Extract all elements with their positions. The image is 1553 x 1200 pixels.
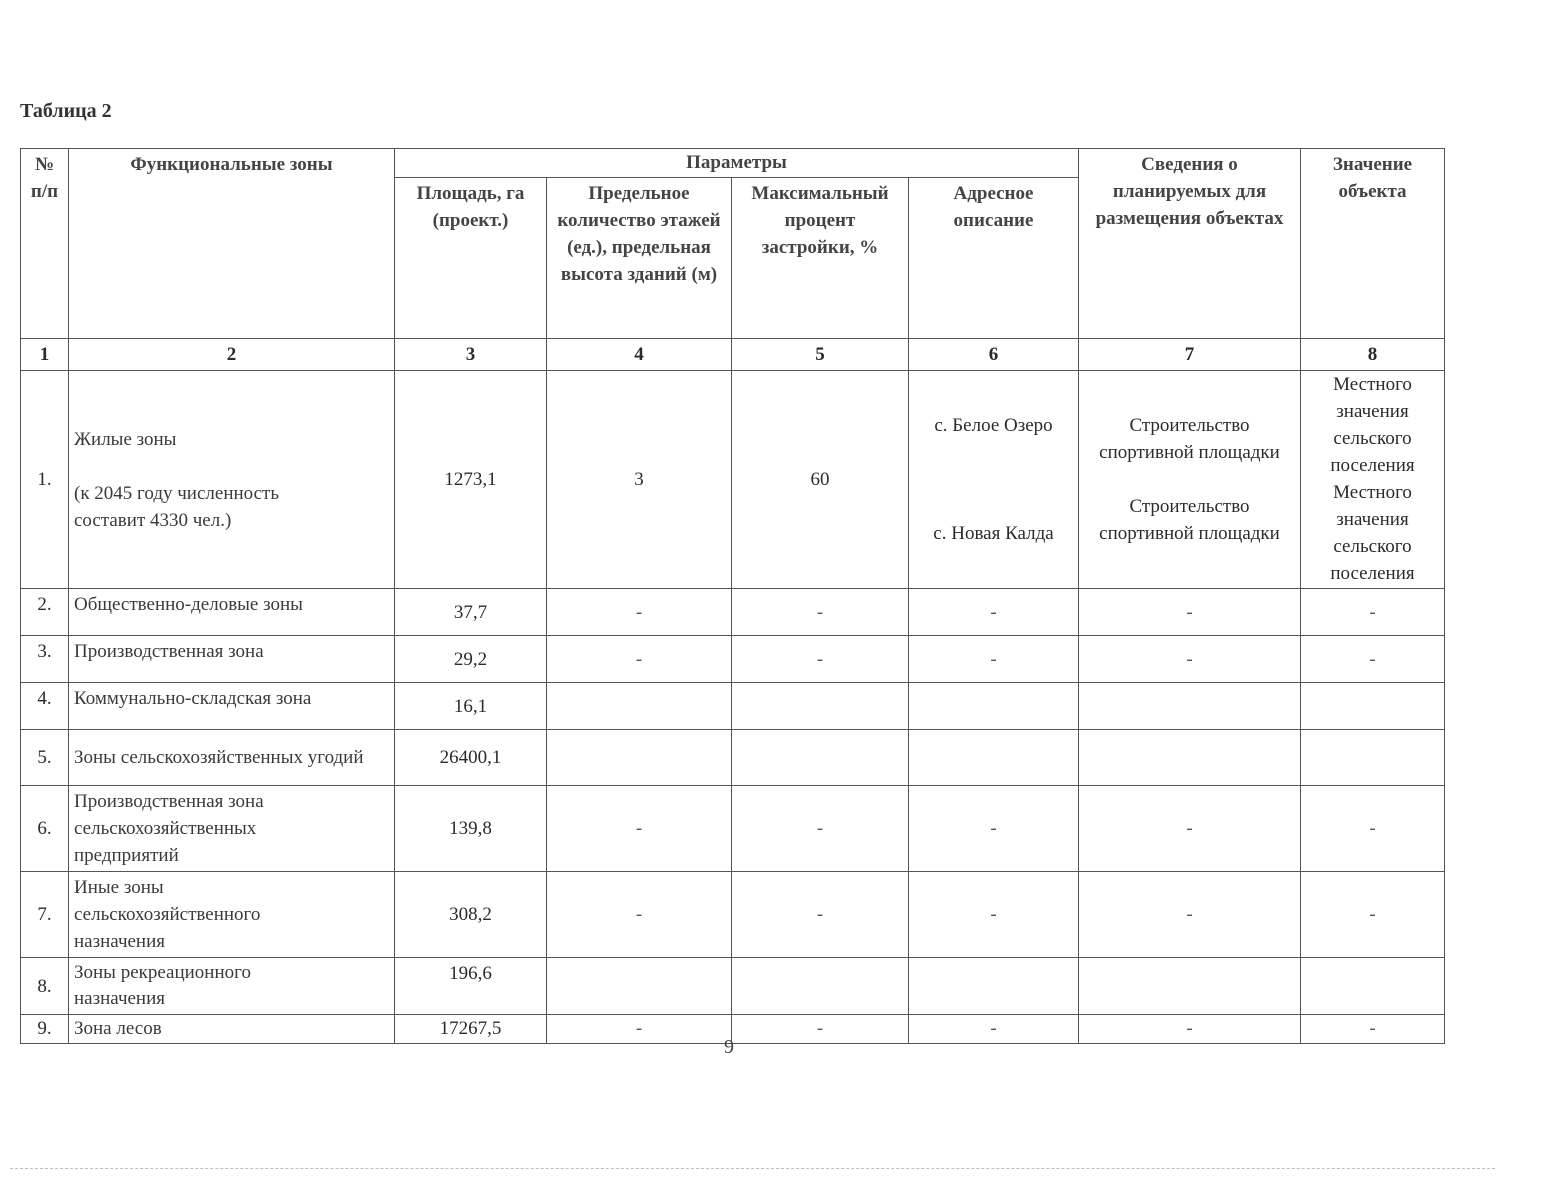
zone-note: (к 2045 году численность составит 4330 чел.) — [74, 482, 280, 531]
header-address: Адресное описание — [909, 178, 1079, 339]
header-zones: Функциональные зоны — [69, 149, 395, 339]
table-row — [21, 958, 1445, 1015]
empty-dash: - — [909, 636, 1079, 683]
empty-dash: - — [732, 636, 909, 683]
empty-dash: - — [909, 872, 1079, 958]
empty-dash: - — [547, 872, 732, 958]
significance-value: Местного значения сельского поселения — [1330, 482, 1415, 584]
empty-cell — [1079, 683, 1301, 730]
empty-dash: - — [547, 589, 732, 636]
header-params: Параметры — [395, 149, 1079, 178]
empty-dash: - — [1079, 786, 1301, 872]
empty-dash: - — [1079, 872, 1301, 958]
planned-object: Строительство спортивной площадки — [1099, 415, 1280, 463]
page-number: 9 — [724, 1036, 734, 1058]
header-percent: Максимальный процент застройки, % — [732, 178, 909, 339]
zone-name: Зоны рекреационного назначения — [69, 958, 395, 1015]
col-number: 2 — [69, 339, 395, 371]
empty-cell — [909, 683, 1079, 730]
significance-value: Местного значения сельского поселения — [1330, 374, 1415, 476]
planned-object: Строительство спортивной площадки — [1099, 496, 1280, 544]
empty-cell — [909, 730, 1079, 786]
header-row-1 — [21, 149, 1445, 178]
area-value: 26400,1 — [395, 730, 547, 786]
table-row — [21, 636, 1445, 683]
column-number-row — [21, 339, 1445, 371]
empty-cell — [1301, 730, 1445, 786]
address-village: с. Новая Калда — [933, 523, 1054, 544]
row-num: 2. — [21, 589, 69, 636]
empty-dash: - — [732, 1015, 909, 1044]
functional-zones-table — [20, 148, 1445, 1044]
col-number: 4 — [547, 339, 732, 371]
zone-name — [69, 371, 395, 589]
table-row — [21, 589, 1445, 636]
area-value: 1273,1 — [395, 371, 547, 589]
zone-name: Общественно-деловые зоны — [69, 589, 395, 636]
table-row — [21, 371, 1445, 589]
significance-cell — [1301, 371, 1445, 589]
row-num: 4. — [21, 683, 69, 730]
empty-dash: - — [732, 786, 909, 872]
area-value: 308,2 — [395, 872, 547, 958]
row-num: 6. — [21, 786, 69, 872]
empty-dash: - — [1301, 872, 1445, 958]
empty-cell — [547, 730, 732, 786]
zone-name: Производственная зона сельскохозяйственных предприятий — [69, 786, 395, 872]
empty-cell — [547, 958, 732, 1015]
empty-cell — [909, 958, 1079, 1015]
table-row — [21, 730, 1445, 786]
col-number: 1 — [21, 339, 69, 371]
empty-dash: - — [909, 589, 1079, 636]
header-area: Площадь, га (проект.) — [395, 178, 547, 339]
empty-cell — [547, 683, 732, 730]
zone-name: Иные зоны сельскохозяйственного назначения — [69, 872, 395, 958]
row-num: 9. — [21, 1015, 69, 1044]
row-num: 8. — [21, 958, 69, 1015]
area-value: 196,6 — [395, 958, 547, 1015]
empty-dash: - — [1079, 636, 1301, 683]
table-caption: Таблица 2 — [20, 100, 112, 122]
header-planned: Сведения о планируемых для размещения объектах — [1079, 149, 1301, 339]
zone-name: Зона лесов — [69, 1015, 395, 1044]
empty-dash: - — [909, 786, 1079, 872]
col-number: 6 — [909, 339, 1079, 371]
table-row — [21, 872, 1445, 958]
row-num: 1. — [21, 371, 69, 589]
zone-name: Коммунально-складская зона — [69, 683, 395, 730]
area-value: 29,2 — [395, 636, 547, 683]
table-row — [21, 683, 1445, 730]
col-number: 3 — [395, 339, 547, 371]
empty-dash: - — [732, 872, 909, 958]
header-num: № п/п — [21, 149, 69, 339]
row-num: 5. — [21, 730, 69, 786]
empty-cell — [1301, 683, 1445, 730]
zone-name: Производственная зона — [69, 636, 395, 683]
area-value: 17267,5 — [395, 1015, 547, 1044]
percent-value: 60 — [732, 371, 909, 589]
empty-dash: - — [732, 589, 909, 636]
empty-dash: - — [1079, 1015, 1301, 1044]
col-number: 8 — [1301, 339, 1445, 371]
empty-dash: - — [1301, 786, 1445, 872]
empty-cell — [732, 958, 909, 1015]
area-value: 37,7 — [395, 589, 547, 636]
area-value: 139,8 — [395, 786, 547, 872]
scan-edge-line — [10, 1168, 1495, 1169]
empty-dash: - — [547, 636, 732, 683]
zone-name: Зоны сельскохозяйственных угодий — [69, 730, 395, 786]
empty-dash: - — [1301, 589, 1445, 636]
table-row — [21, 786, 1445, 872]
empty-dash: - — [547, 1015, 732, 1044]
zone-title: Жилые зоны — [74, 428, 177, 450]
empty-dash: - — [909, 1015, 1079, 1044]
header-significance: Значение объекта — [1301, 149, 1445, 339]
row-num: 7. — [21, 872, 69, 958]
row-num: 3. — [21, 636, 69, 683]
empty-cell — [732, 730, 909, 786]
area-value: 16,1 — [395, 683, 547, 730]
empty-dash: - — [1301, 1015, 1445, 1044]
col-number: 7 — [1079, 339, 1301, 371]
header-floors: Предельное количество этажей (ед.), предельная высота зданий (м) — [547, 178, 732, 339]
address-village: с. Белое Озеро — [934, 415, 1053, 436]
empty-cell — [1301, 958, 1445, 1015]
empty-dash: - — [547, 786, 732, 872]
col-number: 5 — [732, 339, 909, 371]
empty-dash: - — [1079, 589, 1301, 636]
planned-cell — [1079, 371, 1301, 589]
empty-cell — [732, 683, 909, 730]
floors-value: 3 — [547, 371, 732, 589]
empty-cell — [1079, 958, 1301, 1015]
empty-dash: - — [1301, 636, 1445, 683]
address-cell — [909, 371, 1079, 589]
empty-cell — [1079, 730, 1301, 786]
